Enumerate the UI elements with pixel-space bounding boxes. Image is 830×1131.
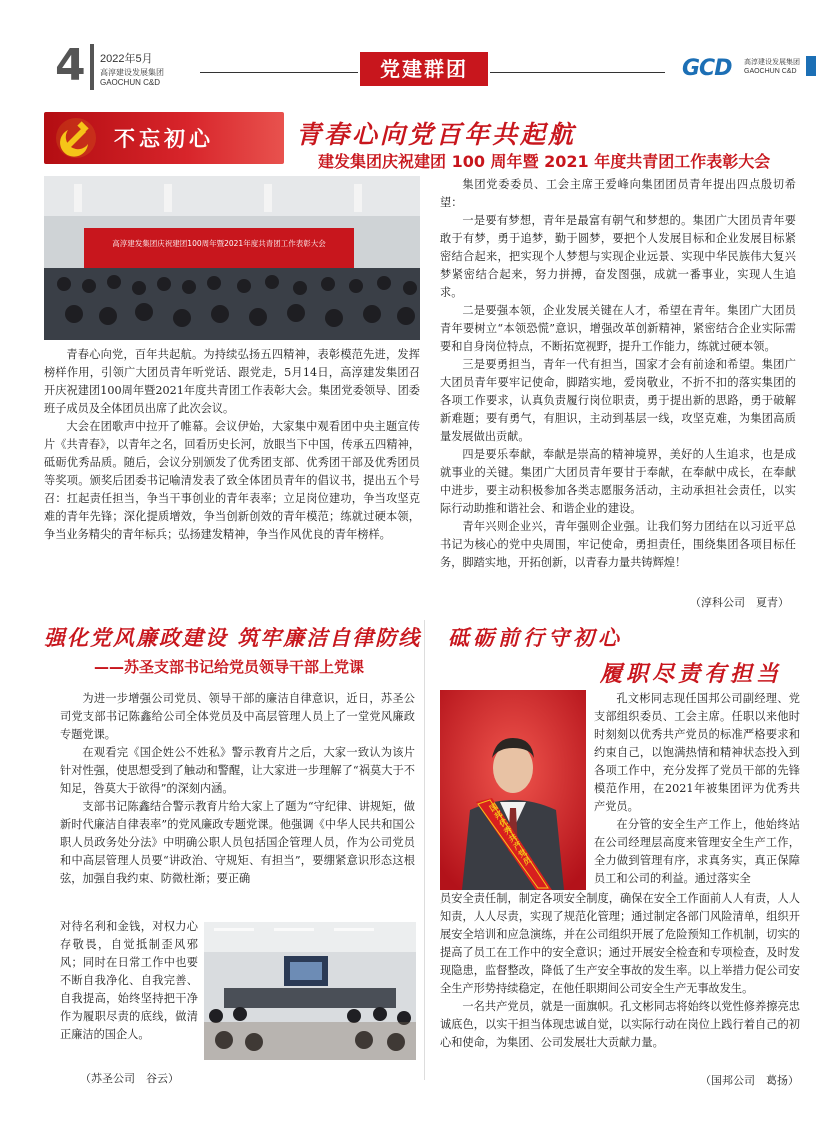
gcd-logo: GCD xyxy=(682,56,732,81)
paragraph: 一名共产党员，就是一面旗帜。孔文彬同志将始终以党性修养擦亮忠诚底色，以实干担当体现忠诚自觉，以实际行动在岗位上践行着自己的初心和使命，为集团、公司发展壮大贡献力量。 xyxy=(440,1000,800,1049)
portrait-sash-text: 国邦优秀共产党员 xyxy=(487,800,533,868)
page-number: 4 xyxy=(55,40,86,91)
paragraph: 在分管的安全生产工作上，他始终站在公司经理层高度来管理安全生产工作，全力做到管理有序，求真务实，真正保障员工和公司的利益。通过落实全 xyxy=(594,818,800,885)
logo-bar xyxy=(806,56,816,76)
meeting-banner-caption: 高淳建发集团庆祝建团100周年暨2021年度共青团工作表彰大会 xyxy=(112,239,326,248)
section-banner xyxy=(44,112,284,164)
issue-date: 2022年5月 xyxy=(100,53,153,65)
logo-sub-cn: 高淳建设发展集团 xyxy=(744,59,800,66)
page-header xyxy=(0,0,830,100)
article2-subtitle: ——苏圣支部书记给党员领导干部上党课 xyxy=(94,658,365,676)
paragraph: 集团党委委员、工会主席王爱峰向集团团员青年提出四点殷切希望： xyxy=(440,178,796,209)
article3-signature: （国邦公司 葛扬） xyxy=(700,1074,799,1087)
meeting-photo xyxy=(44,176,420,340)
article3-body xyxy=(440,890,800,1052)
header-rule-left xyxy=(200,72,358,73)
header-rule-right xyxy=(490,72,665,73)
company-name-en: GAOCHUN C&D xyxy=(100,78,161,87)
banner-label: 不忘初心 xyxy=(114,127,214,151)
party-emblem-icon xyxy=(54,116,98,160)
paragraph: 对待名利和金钱，对权力心存敬畏，自觉抵制歪风邪风；同时在日常工作中也要不断自我净化、自我完善、自我提高，始终坚持把干净作为履职尽责的底线，做清正廉洁的国企人。 xyxy=(60,920,198,1041)
article3-title-line2: 履职尽责有担当 xyxy=(600,661,783,687)
portrait-photo xyxy=(440,690,586,890)
lecture-photo xyxy=(204,922,416,1060)
paragraph: 大会在团歌声中拉开了帷幕。会议伊始，大家集中观看团中央主题宣传片《共青春》，以青年之名，回看历史长河，放眼当下中国，传承五四精神，砥砺优秀品质。随后，会议分别颁发了优秀团支部、优秀团干部及优秀团员等奖项。颁奖后团委书记喻清发表了致全体团员青年的倡议书，提出五个号召：扛起责任担当，争当干事创业的青年表率；立足岗位建功，争当攻坚克难的青年先锋；深化提质增效，争当创新创效的青年模范；练就过硬本领，争当业务精尖的青年标兵；弘扬建发精神，争当作风优良的青年榜样。 xyxy=(44,420,420,541)
paragraph: 青春心向党，百年共起航。为持续弘扬五四精神，表彰模范先进，发挥榜样作用，引领广大团员青年听党话、跟党走，5月14日，高淳建发集团召开庆祝建团100周年暨2021年度共青团工作表彰大会。集团党委领导、团委班子成员及全体团员出席了此次会议。 xyxy=(44,348,420,415)
article3-wrap-text xyxy=(594,690,800,888)
paragraph: 为进一步增强公司党员、领导干部的廉洁自律意识，近日，苏圣公司党支部书记陈鑫给公司全体党员及中高层管理人员上了一堂党风廉政专题党课。 xyxy=(60,692,415,741)
header-company xyxy=(100,68,164,88)
paragraph: 二是要强本领，企业发展关键在人才，希望在青年。集团广大团员青年要树立“本领恐慌”意识，增强改革创新精神，紧密结合企业实际需要和自身岗位特点，不断拓宽视野，提升工作能力，练就过硬本领。 xyxy=(440,304,796,353)
logo-subtitle xyxy=(744,58,800,76)
paragraph: 孔文彬同志现任国邦公司副经理、党支部组织委员、工会主席。任职以来他时时刻刻以优秀共产党员的标准严格要求和约束自己，以饱满热情和精神状态投入到各项工作中，充分发挥了党员干部的先锋模范作用，在2021年被集团评为优秀共产党员。 xyxy=(594,692,800,813)
article1-subtitle: 建发集团庆祝建团 100 周年暨 2021 年度共青团工作表彰大会 xyxy=(318,152,771,171)
paragraph: 三是要勇担当，青年一代有担当，国家才会有前途和希望。集团广大团员青年要牢记使命，脚踏实地，爱岗敬业，不折不扣的落实集团的各项工作要求，认真负责履行岗位职责，勇于提出新的思路，勇于破解新难题；要有勇气，有胆识，主动到基层一线，攻坚克难，为集团高质量发展做出贡献。 xyxy=(440,358,796,443)
article2-body xyxy=(60,690,415,888)
paragraph: 员安全责任制，制定各项安全制度，确保在安全工作面前人人有责，人人知责，人人尽责，实现了规范化管理；通过制定各部门风险清单，组织开展安全培训和应急演练，并在公司组织开展了危险预知工作机制，切实的提高了员工在工作中的安全意识；通过开展安全检查和专项检查，及时发现隐患，监督整改，降低了生产安全事故的发生率。以上举措力促公司安全生产形势持续稳定，在他任职期间公司安全生产无事故发生。 xyxy=(440,892,800,995)
article2-wrap-text xyxy=(60,918,198,1044)
paragraph: 一是要有梦想，青年是最富有朝气和梦想的。集团广大团员青年要敢于有梦，勇于追梦，勤于圆梦，要把个人发展目标和企业发展目标紧密结合起来，把实现个人梦想与实现企业远景、实现中华民族伟大复兴梦紧密结合起来，努力拼搏，奋发图强，成就一番事业，实现人生追求。 xyxy=(440,214,796,299)
paragraph: 在观看完《国企姓公不姓私》警示教育片之后，大家一致认为该片针对性强，使思想受到了触动和警醒，让大家进一步理解了“祸莫大于不知足，咎莫大于欲得”的深刻内涵。 xyxy=(60,746,415,795)
paragraph: 支部书记陈鑫结合警示教育片给大家上了题为“守纪律、讲规矩，做新时代廉洁自律表率”的党风廉政专题党课。他强调《中华人民共和国公职人员政务处分法》中明确公职人员包括国企管理人员，作为公司党员和中高层管理人员要“讲政治、守规矩、有担当”，要绷紧意识形态这根弦，加强自我约束、防微杜渐；要正确 xyxy=(60,800,415,885)
logo-sub-en: GAOCHUN C&D xyxy=(744,68,797,75)
article2-signature: （苏圣公司 谷云） xyxy=(80,1072,179,1085)
article1-body-left xyxy=(44,346,420,544)
paragraph: 青年兴则企业兴，青年强则企业强。让我们努力团结在以习近平总书记为核心的党中央周围，牢记使命，勇担责任，围绕集团各项目标任务，脚踏实地，开拓创新，以青春力量共铸辉煌！ xyxy=(440,520,796,569)
article1-signature: （淳科公司 夏青） xyxy=(690,596,789,609)
paragraph: 四是要乐奉献，奉献是崇高的精神境界，美好的人生追求，也是成就事业的关键。集团广大团员青年要甘于奉献，在奉献中成长，在奉献中进步，要主动积极参加各类志愿服务活动，主动承担社会责任，以实际行动助推和谐社会、和谐企业的建设。 xyxy=(440,448,796,515)
article1-title: 青春心向党百年共起航 xyxy=(296,120,577,149)
column-divider xyxy=(424,620,425,1080)
company-name-cn: 高淳建设发展集团 xyxy=(100,68,164,77)
article2-title: 强化党风廉政建设 筑牢廉洁自律防线 xyxy=(44,625,422,650)
article3-title-line1: 砥砺前行守初心 xyxy=(448,625,623,650)
article1-body-right xyxy=(440,176,796,572)
header-divider xyxy=(90,44,94,90)
section-tag: 党建群团 xyxy=(360,52,488,86)
